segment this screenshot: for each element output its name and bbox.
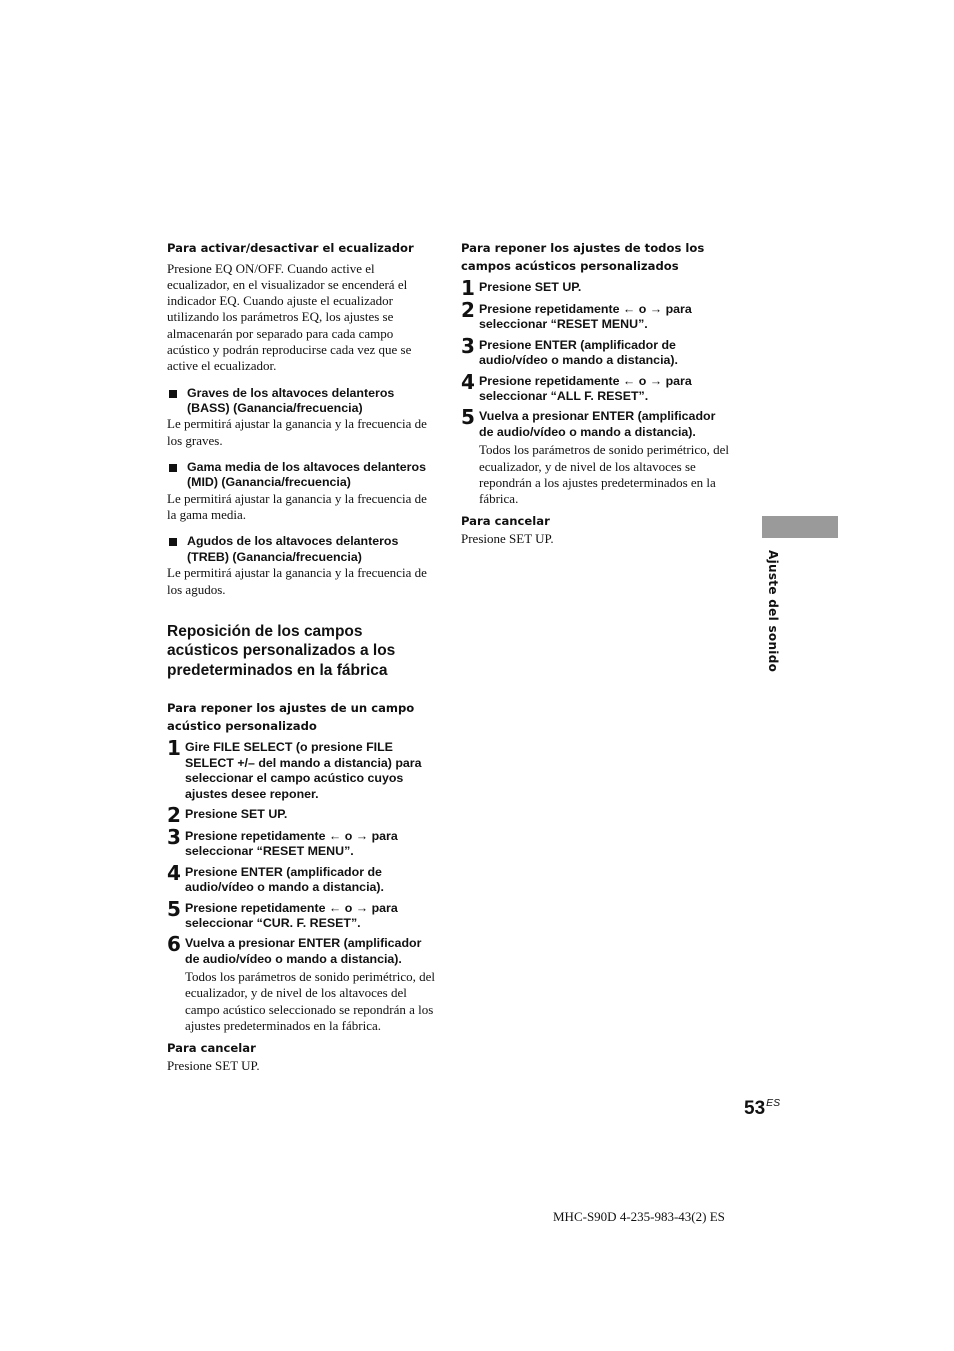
page-number <box>744 1097 780 1120</box>
step-number: 1 <box>461 276 475 300</box>
right-column <box>461 240 729 547</box>
step-6-note: Todos los parámetros de sonido perimétrico, del ecualizador, y de nivel de los altavoces del campo acústico seleccionado se repondrán a los ajustes predeterminados en la fábrica. <box>185 969 436 1034</box>
step-text: Gire FILE SELECT (o presione FILE SELECT +/– del mando a distancia) para seleccionar el campo acústico cuyos ajustes desee reponer. <box>185 740 422 801</box>
cancel-text: Presione SET UP. <box>461 530 554 546</box>
bullet-treb-title: Agudos de los altavoces delanteros (TREB) (Ganancia/frecuencia) <box>187 534 399 564</box>
bullet-bass <box>167 386 435 417</box>
step-text: Presione ENTER (amplificador de audio/vídeo o mando a distancia). <box>185 864 384 895</box>
bullet-treb-text: Le permitirá ajustar la ganancia y la frecuencia de los agudos. <box>167 565 427 597</box>
step-number: 4 <box>167 860 181 885</box>
step-number: 6 <box>167 932 181 957</box>
step-text: Presione SET UP. <box>185 806 288 821</box>
section-side-label: Ajuste del sonido <box>766 550 780 673</box>
page-language-suffix: ES <box>766 1097 781 1109</box>
cancel-heading: Para cancelar <box>461 514 550 529</box>
step-1 <box>461 276 729 300</box>
step-number: 3 <box>461 333 475 358</box>
step-6 <box>167 932 435 967</box>
square-bullet-icon <box>169 538 177 546</box>
step-text: Vuelva a presionar ENTER (amplificador de audio/vídeo o mando a distancia). <box>185 936 422 966</box>
step-5 <box>461 405 729 440</box>
step-number: 2 <box>461 298 475 322</box>
bullet-bass-text: Le permitirá ajustar la ganancia y la frecuencia de los graves. <box>167 416 427 448</box>
step-text: Presione repetidamente ← o → para seleccionar “RESET MENU”. <box>479 302 692 332</box>
bullet-mid <box>167 460 435 491</box>
step-text: Presione SET UP. <box>479 280 582 294</box>
left-column <box>167 240 435 1074</box>
step-2 <box>167 802 435 827</box>
cancel-text: Presione SET UP. <box>167 1057 260 1073</box>
bullet-treb <box>167 534 435 565</box>
step-1 <box>167 736 435 802</box>
reset-all-heading: Para reponer los ajustes de todos los campos acústicos personalizados <box>461 241 705 273</box>
page-number-value: 53 <box>744 1098 766 1119</box>
step-5-note: Todos los parámetros de sonido perimétrico, del ecualizador, y de nivel de los altavoces se repondrán a los ajustes predeterminados en la fábrica. <box>479 442 730 507</box>
step-text: Presione repetidamente ← o → para seleccionar “CUR. F. RESET”. <box>185 900 398 930</box>
bullet-bass-title: Graves de los altavoces delanteros (BASS) (Ganancia/frecuencia) <box>187 385 395 415</box>
step-4 <box>167 860 435 896</box>
step-number: 3 <box>167 824 181 849</box>
step-number: 1 <box>167 736 181 761</box>
step-number: 5 <box>167 896 181 921</box>
step-3 <box>167 824 435 860</box>
section-heading: Reposición de los campos acústicos personalizados a los predeterminados en la fábrica <box>167 622 396 679</box>
step-5 <box>167 896 435 932</box>
reset-one-heading: Para reponer los ajustes de un campo acústico personalizado <box>167 701 415 733</box>
step-text: Presione ENTER (amplificador de audio/vídeo o mando a distancia). <box>479 337 678 368</box>
bullet-mid-text: Le permitirá ajustar la ganancia y la frecuencia de la gama media. <box>167 490 427 523</box>
step-text: Presione repetidamente ← o → para seleccionar “RESET MENU”. <box>185 828 398 859</box>
step-text: Vuelva a presionar ENTER (amplificador de audio/vídeo o mando a distancia). <box>479 409 716 439</box>
cancel-heading: Para cancelar <box>167 1041 256 1056</box>
square-bullet-icon <box>169 390 177 398</box>
step-number: 4 <box>461 369 475 394</box>
step-4 <box>461 369 729 405</box>
step-number: 5 <box>461 405 475 430</box>
section-tab-marker <box>762 516 838 538</box>
eq-toggle-heading: Para activar/desactivar el ecualizador <box>167 241 414 255</box>
eq-toggle-text: Presione EQ ON/OFF. Cuando active el ecualizador, en el visualizador se encenderá el indicador EQ. Cuando ajuste el ecualizador utilizando los parámetros EQ, los ajustes se almacenarán por separado para cada campo acústico y podrán reproducirse cada vez que se active el ecualizador. <box>167 260 412 374</box>
document-footer: MHC-S90D 4-235-983-43(2) ES <box>553 1209 725 1224</box>
step-2 <box>461 298 729 333</box>
step-text: Presione repetidamente ← o → para seleccionar “ALL F. RESET”. <box>479 373 692 404</box>
square-bullet-icon <box>169 464 177 472</box>
bullet-mid-title: Gama media de los altavoces delanteros (MID) (Ganancia/frecuencia) <box>187 459 426 490</box>
step-3 <box>461 333 729 369</box>
step-number: 2 <box>167 802 181 827</box>
